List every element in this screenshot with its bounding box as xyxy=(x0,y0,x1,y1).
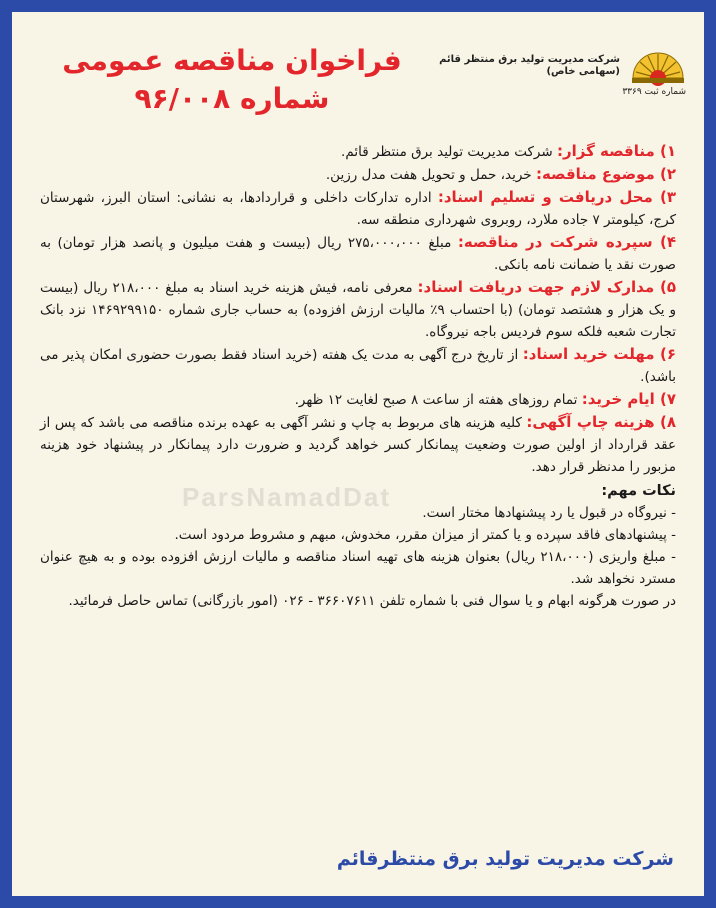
watermark-text: ParsNamadDat xyxy=(182,482,391,512)
item-text: خرید، حمل و تحویل هفت مدل رزین. xyxy=(325,167,536,183)
notice-item xyxy=(40,140,676,163)
page-title xyxy=(52,42,412,118)
item-text: مبلغ ۲۷۵،۰۰۰،۰۰۰ ریال (بیست و هفت میلیون و پانصد هزار تومان) به صورت نقد یا ضمانت نامه بانکی. xyxy=(40,235,676,273)
item-label: ۴) سپرده شرکت در مناقصه: xyxy=(457,233,677,251)
item-text: اداره تدارکات داخلی و قراردادها، به نشانی: استان البرز، شهرستان کرج، کیلومتر ۷ جاده ملارد، روبروی شهرداری منطقه سه. xyxy=(40,190,676,228)
note-item: - مبلغ واریزی (۲۱۸،۰۰۰ ریال) بعنوان هزینه های تهیه اسناد مناقصه و مالیات ارزش افزوده بوده و به هیچ عنوان مسترد نخواهد شد. xyxy=(40,549,676,587)
item-label: ۲) موضوع مناقصه: xyxy=(535,165,676,183)
notice-item xyxy=(40,411,676,478)
notice-item xyxy=(40,231,676,276)
item-text: معرفی نامه، فیش هزینه خرید اسناد به مبلغ ۲۱۸،۰۰۰ ریال (بیست و یک هزار و هشتصد تومان) (با احتساب ۹٪ مالیات ارزش افزوده) به حساب جاری شماره ۱۴۶۹۲۹۹۱۵۰ نزد بانک تجارت شعبه فلکه سوم فردیس باجه نیروگاه. xyxy=(40,280,676,340)
registration-number: شماره ثبت ۳۳۶۹ xyxy=(622,87,686,97)
notice-item xyxy=(40,186,676,231)
company-logo-icon xyxy=(628,30,688,86)
item-label: ۵) مدارک لازم جهت دریافت اسناد: xyxy=(417,278,676,296)
title-line-1: فراخوان مناقصه عمومی xyxy=(62,44,402,77)
notice-item xyxy=(40,343,676,388)
notice-item xyxy=(40,388,676,411)
item-text: کلیه هزینه های مربوط به چاپ و نشر آگهی به عهده برنده مناقصه می باشد که پس از عقد قرارداد از اولین صورت وضعیت پیمانکار کسر خواهد گردید و ضرورت دارد پیمانکار در پیشنهاد خود هزینه مزبور را مدنظر قرار دهد. xyxy=(40,415,676,475)
notice-item xyxy=(40,163,676,186)
item-text: تمام روزهای هفته از ساعت ۸ صبح لغایت ۱۲ ظهر. xyxy=(294,392,582,408)
notes-title: نکات مهم: xyxy=(601,483,676,499)
company-name-small xyxy=(430,54,620,78)
item-label: ۶) مهلت خرید اسناد: xyxy=(522,345,676,363)
notice-body xyxy=(40,140,676,612)
note-item: - نیروگاه در قبول یا رد پیشنهادها مختار است. xyxy=(422,505,676,521)
item-text: از تاریخ درج آگهی به مدت یک هفته (خرید اسناد فقط بصورت حضوری امکان پذیر می باشد). xyxy=(40,347,676,385)
notice-item xyxy=(40,276,676,343)
item-text: شرکت مدیریت تولید برق منتظر قائم. xyxy=(341,144,557,160)
item-label: ۳) محل دریافت و تسلیم اسناد: xyxy=(437,188,676,206)
footer-company-name: شرکت مدیریت تولید برق منتظرقائم xyxy=(336,848,674,870)
note-item: - پیشنهادهای فاقد سپرده و یا کمتر از میزان مقرر، مخدوش، مبهم و مشروط مردود است. xyxy=(174,527,676,543)
item-label: ۷) ایام خرید: xyxy=(581,390,676,408)
header xyxy=(12,12,704,132)
company-line-2: (سهامی خاص) xyxy=(546,66,620,77)
title-line-2: شماره ۹۶/۰۰۸ xyxy=(134,82,330,115)
contact-note: در صورت هرگونه ابهام و یا سوال فنی با شماره تلفن ۳۶۶۰۷۶۱۱ - ۰۲۶ (امور بازرگانی) تماس حاصل فرمائید. xyxy=(68,593,676,609)
company-line-1: شرکت مدیریت تولید برق منتظر قائم xyxy=(439,54,620,65)
item-label: ۸) هزینه چاپ آگهی: xyxy=(526,413,676,431)
item-label: ۱) مناقصه گزار: xyxy=(556,142,676,160)
